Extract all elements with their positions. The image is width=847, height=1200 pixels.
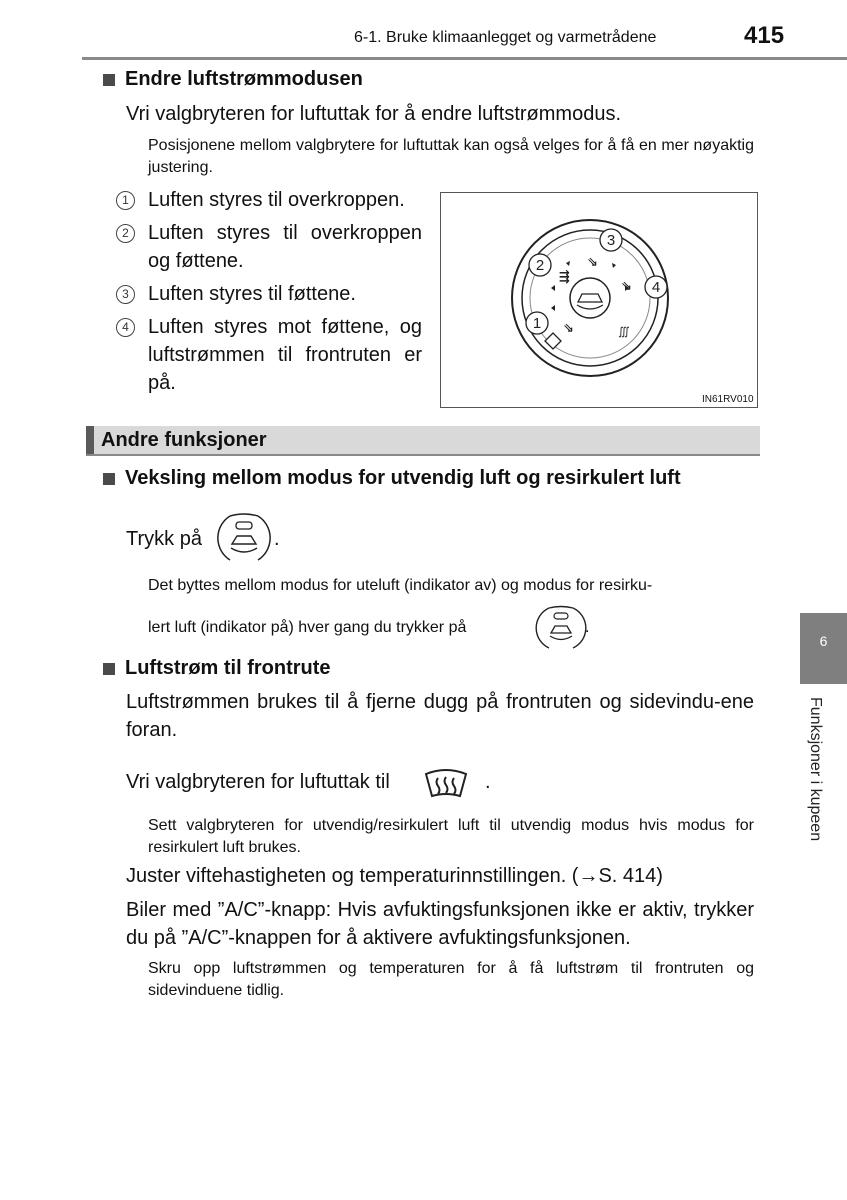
airflow-intro: Vri valgbryteren for luftuttak for å endre luftstrømmodus. [126, 103, 622, 125]
recirc-press: Trykk på [126, 528, 202, 550]
airflow-item-text: Luften styres til overkroppen. [148, 189, 405, 211]
windshield-defrost-icon [422, 764, 470, 804]
defrost-turn: Vri valgbryteren for luftuttak til [126, 771, 390, 793]
defrost-ac: Biler med ”A/C”-knapp: Hvis avfuktingsfunksjonen ikke er aktiv, trykker du på ”A/C”-knappen for å aktivere avfuktingsfunksjonen. [126, 899, 754, 949]
chapter-tab[interactable] [800, 613, 847, 684]
airflow-item-2 [116, 219, 422, 275]
circled-number: 4 [116, 318, 135, 337]
circled-number: 2 [116, 224, 135, 243]
defrost-note1: Sett valgbryteren for utvendig/resirkulert luft til utvendig modus hvis modus for resirkulert luft brukes. [148, 817, 754, 856]
dial-illustration [441, 193, 757, 407]
airflow-item-1 [116, 186, 422, 214]
defrost-note2: Skru opp luftstrømmen og temperaturen for å få luftstrøm til frontruten og sidevinduene tidlig. [148, 960, 754, 999]
svg-text:⇘: ⇘ [621, 278, 632, 293]
recirc-button-icon-small [535, 603, 590, 653]
square-bullet-icon [103, 473, 115, 485]
recirc-press-period: . [274, 528, 280, 550]
airflow-note: Posisjonene mellom valgbrytere for luftuttak kan også velges for å få en mer nøyaktig justering. [148, 137, 754, 176]
defrost-adjust: Juster viftehastigheten og temperaturinnstillingen. (→S. 414) [126, 865, 663, 887]
figure-label-1: 1 [532, 315, 542, 332]
svg-text:∭: ∭ [618, 326, 630, 338]
airflow-item-text: Luften styres til føttene. [148, 283, 356, 305]
chapter-title: 6-1. Bruke klimaanlegget og varmetrådene [354, 29, 657, 46]
svg-text:⇘: ⇘ [587, 254, 598, 269]
airflow-item-4 [116, 313, 422, 397]
svg-text:⇶: ⇶ [559, 269, 570, 284]
figure-label-3: 3 [606, 232, 616, 249]
defrost-heading [103, 657, 331, 680]
figure-label-2: 2 [535, 257, 545, 274]
section-bar [86, 426, 760, 456]
circled-number: 1 [116, 191, 135, 210]
recirc-note-line2: lert luft (indikator på) hver gang du trykker på [148, 619, 467, 636]
airflow-item-text: Luften styres mot føttene, og luftstrømmen til frontruten er på. [148, 316, 422, 394]
square-bullet-icon [103, 663, 115, 675]
defrost-heading-text: Luftstrøm til frontrute [125, 657, 331, 679]
figure-label-4: 4 [651, 279, 661, 296]
figure-code: IN61RV010 [702, 394, 754, 405]
chapter-tab-label: Funksjoner i kupeen [807, 697, 824, 842]
header-rule [82, 57, 847, 60]
square-bullet-icon [103, 74, 115, 86]
svg-text:⇘: ⇘ [563, 320, 574, 335]
airflow-dial-figure [440, 192, 758, 408]
airflow-heading [103, 68, 363, 91]
page-number: 415 [744, 22, 785, 49]
recirc-note-line1: Det byttes mellom modus for uteluft (indikator av) og modus for resirku- [148, 577, 653, 594]
chapter-tab-number: 6 [819, 633, 828, 649]
airflow-item-3 [116, 280, 422, 308]
airflow-item-text: Luften styres til overkroppen og føttene. [148, 222, 422, 272]
defrost-intro: Luftstrømmen brukes til å fjerne dugg på frontruten og sidevindu-ene foran. [126, 691, 754, 741]
section-bar-edge [86, 426, 94, 454]
recirc-note-period: . [585, 619, 590, 636]
recirc-button-icon [210, 508, 278, 568]
section-title: Andre funksjoner [101, 429, 267, 451]
recirc-heading-text: Veksling mellom modus for utvendig luft og resirkulert luft [125, 467, 681, 489]
airflow-heading-text: Endre luftstrømmodusen [125, 68, 363, 90]
recirc-heading [103, 467, 681, 490]
circled-number: 3 [116, 285, 135, 304]
defrost-turn-period: . [485, 771, 491, 793]
